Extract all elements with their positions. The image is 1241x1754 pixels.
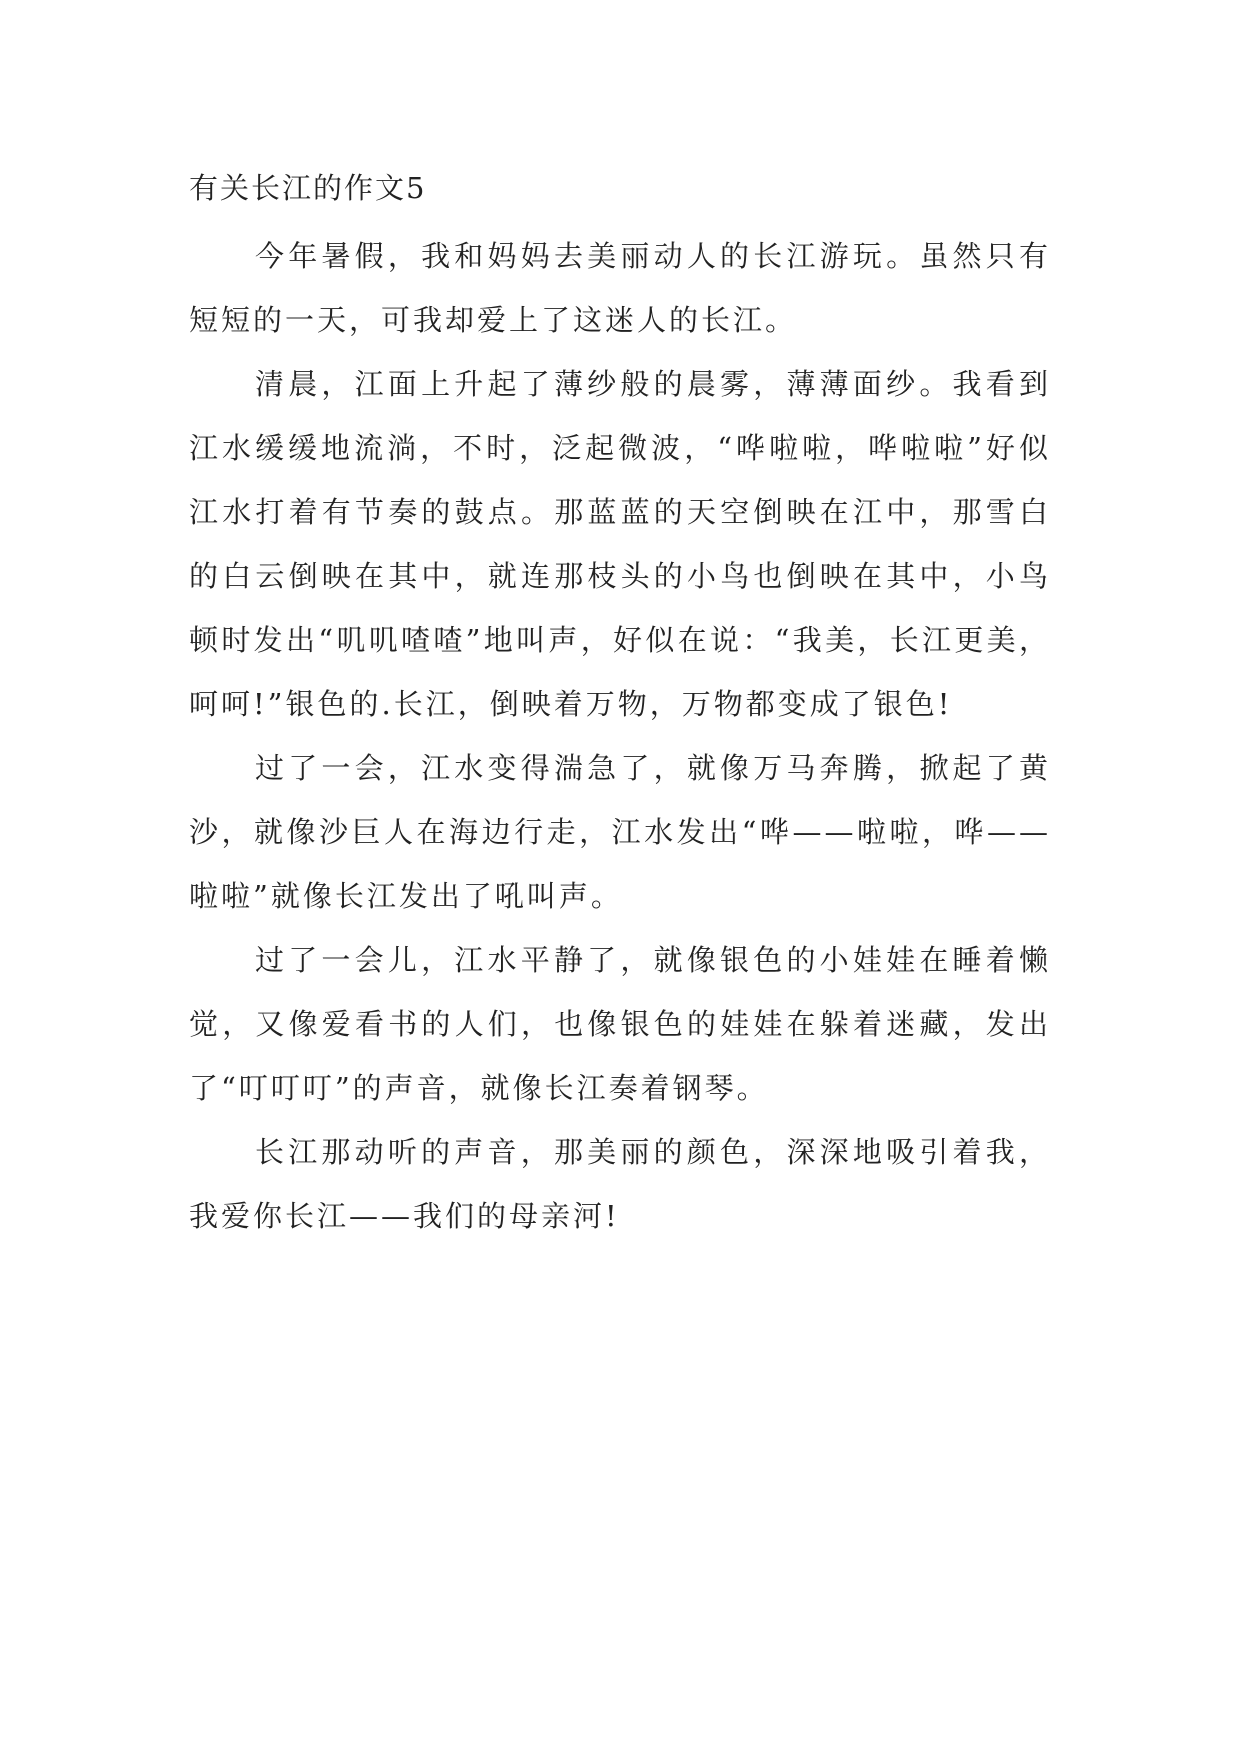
paragraph: 长江那动听的声音，那美丽的颜色，深深地吸引着我，我爱你长江——我们的母亲河! [189,1135,1051,1233]
document-body [189,160,1051,1248]
document-title: 有关长江的作文5 [189,171,427,205]
paragraph: 今年暑假，我和妈妈去美丽动人的长江游玩。虽然只有短短的一天，可我却爱上了这迷人的长江。 [189,239,1051,337]
paragraph: 过了一会，江水变得湍急了，就像万马奔腾，掀起了黄沙，就像沙巨人在海边行走，江水发出“哗——啦啦，哗——啦啦”就像长江发出了吼叫声。 [189,751,1051,913]
paragraph: 清晨，江面上升起了薄纱般的晨雾，薄薄面纱。我看到江水缓缓地流淌，不时，泛起微波，“哗啦啦，哗啦啦”好似江水打着有节奏的鼓点。那蓝蓝的天空倒映在江中，那雪白的白云倒映在其中，就连那枝头的小鸟也倒映在其中，小鸟顿时发出“叽叽喳喳”地叫声，好似在说：“我美，长江更美，呵呵!”银色的.长江，倒映着万物，万物都变成了银色! [189,367,1051,721]
paragraph: 过了一会儿，江水平静了，就像银色的小娃娃在睡着懒觉，又像爱看书的人们，也像银色的娃娃在躲着迷藏，发出了“叮叮叮”的声音，就像长江奏着钢琴。 [189,943,1051,1105]
